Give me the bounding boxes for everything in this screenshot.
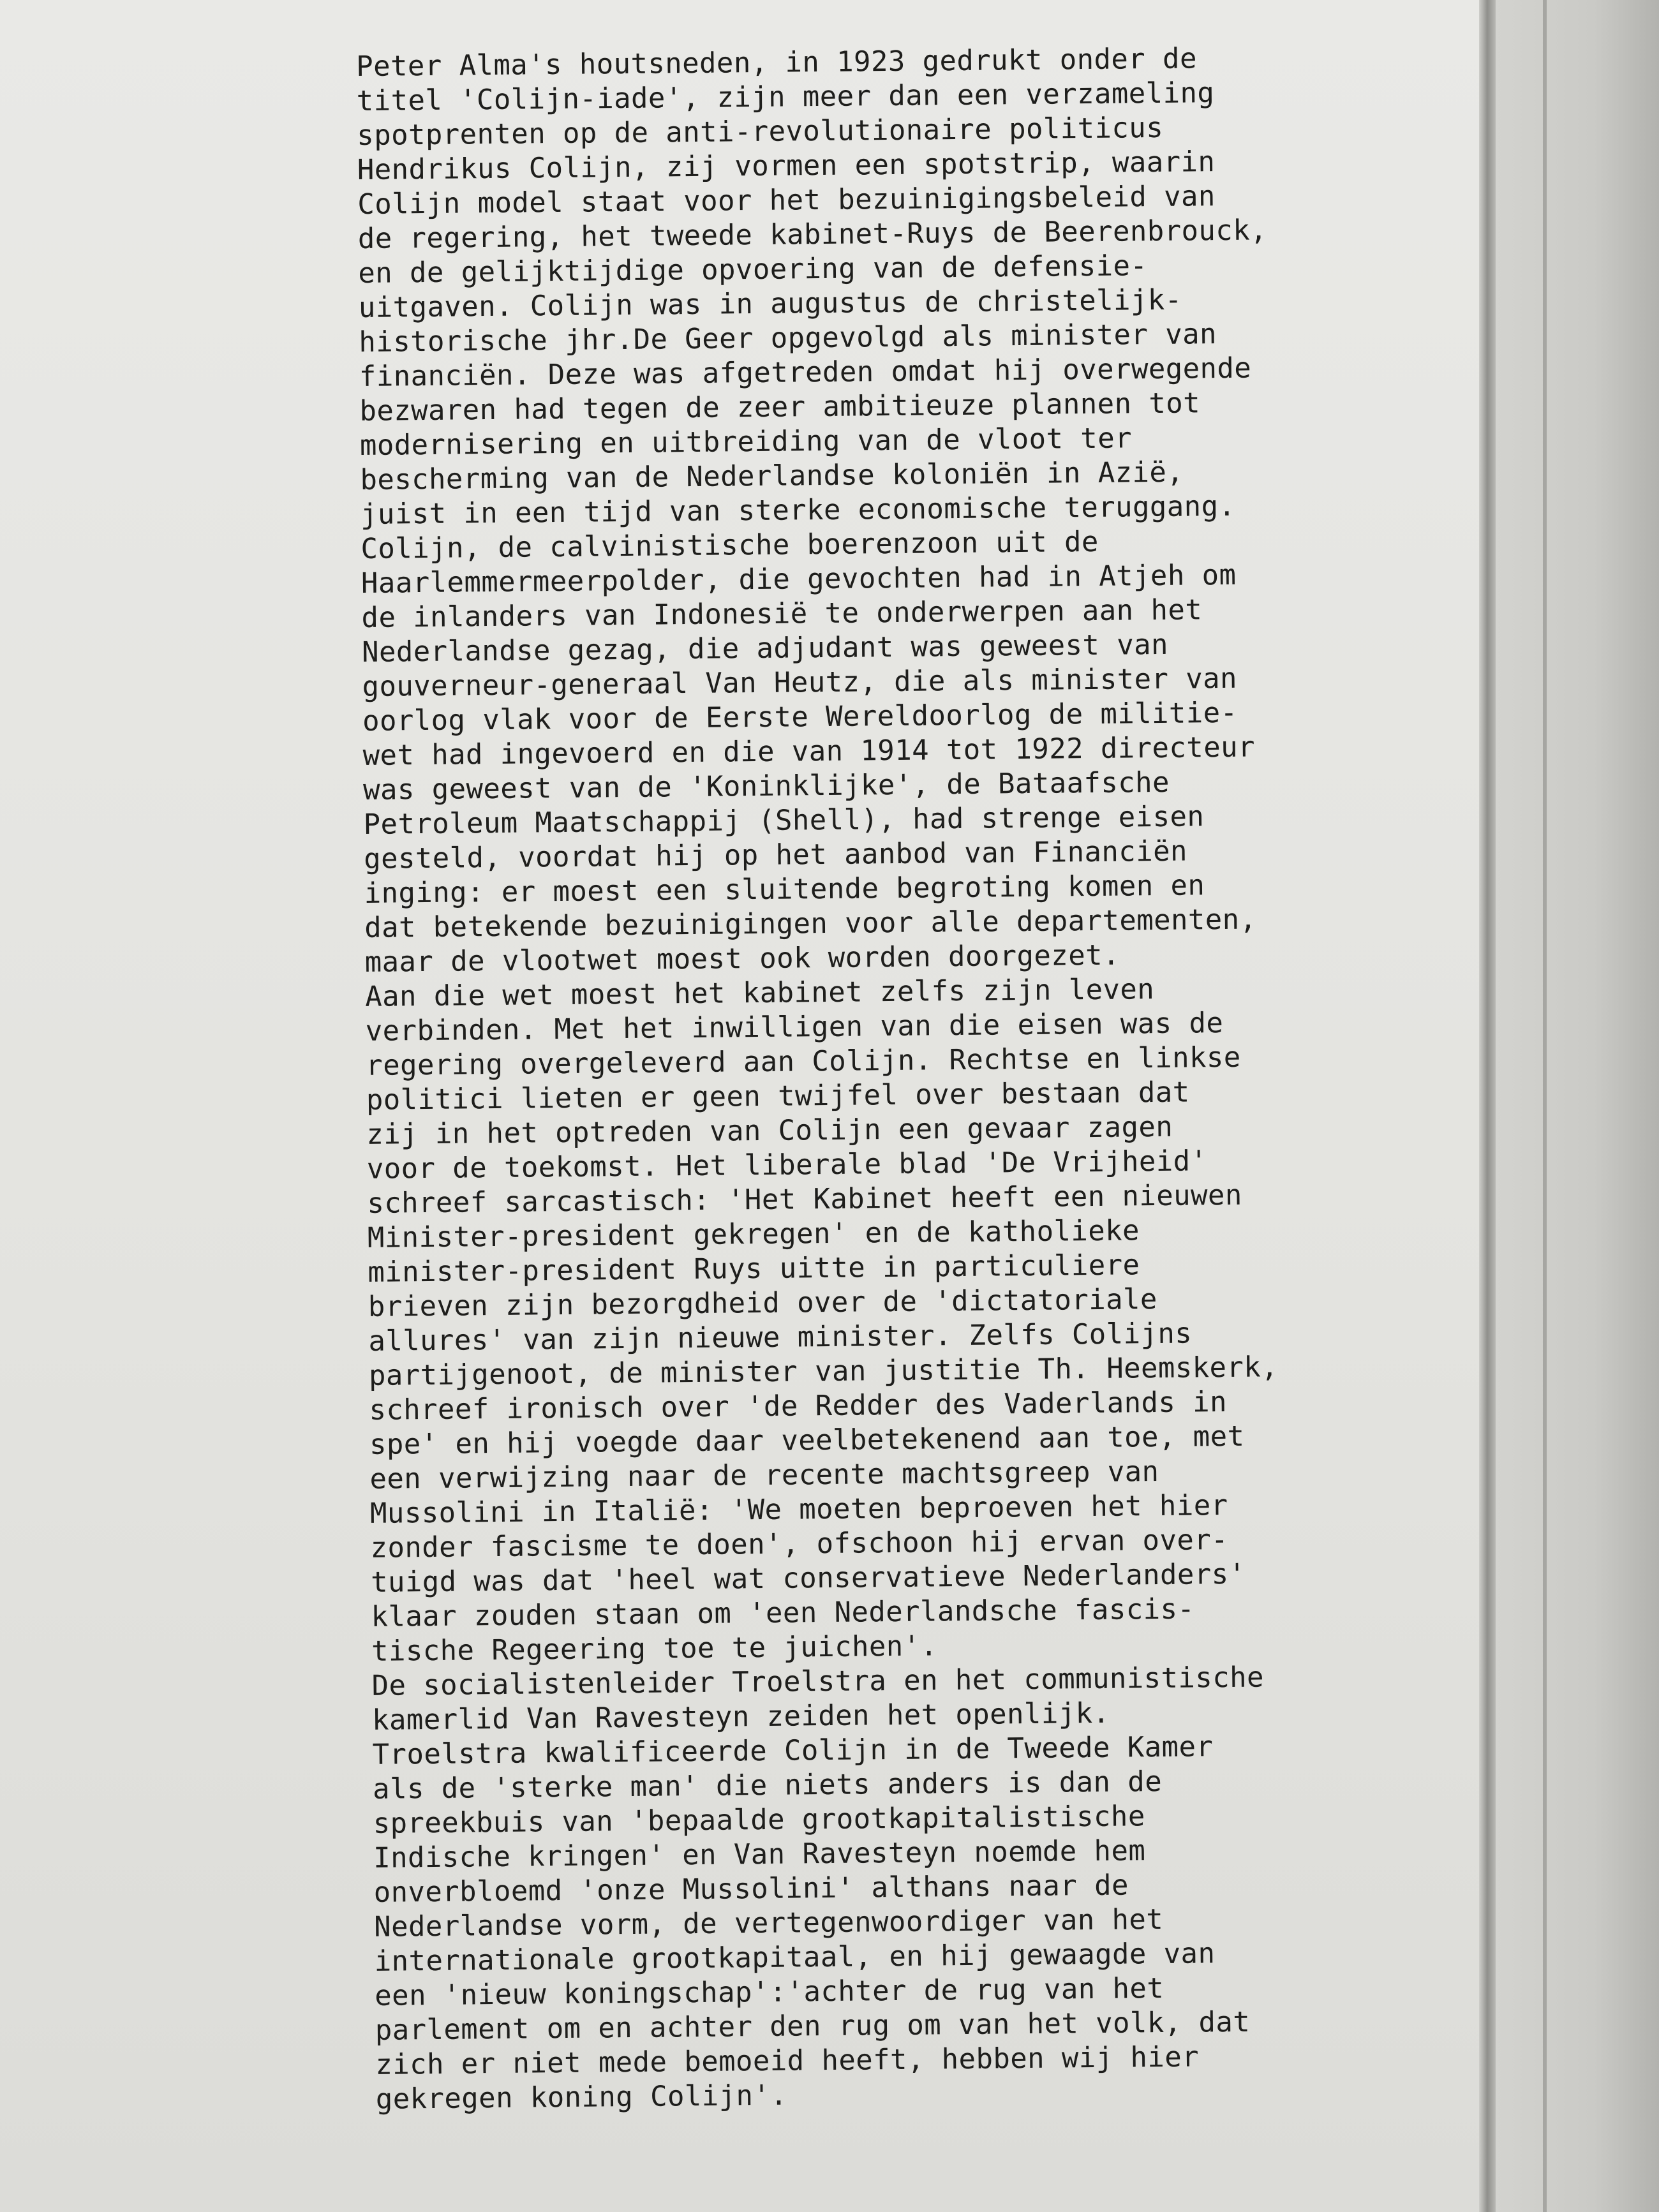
text-line: als de 'sterke man' die niets anders is dan de (372, 1765, 1163, 1806)
text-line: Peter Alma's houtsneden, in 1923 gedrukt onder de (356, 42, 1198, 83)
text-line: bezwaren had tegen de zeer ambitieuze plannen tot (359, 387, 1201, 427)
text-line: financiën. Deze was afgetreden omdat hij overwegende (359, 352, 1252, 393)
text-line: gesteld, voordat hij op het aanbod van Financiën (363, 835, 1188, 875)
text-line: uitgaven. Colijn was in augustus de christelijk- (358, 283, 1182, 324)
text-line: tuigd was dat 'heel wat conservatieve Nederlanders' (370, 1557, 1246, 1599)
text-line: Petroleum Maatschappij (Shell), had strenge eisen (363, 800, 1205, 841)
text-line: modernisering en uitbreiding van de vloot ter (359, 422, 1133, 462)
text-line: internationale grootkapitaal, en hij gewaagde van (374, 1937, 1216, 1978)
text-line: Haarlemmermeerpolder, die gevochten had in Atjeh om (361, 558, 1237, 600)
text-line: gouverneur-generaal Van Heutz, die als minister van (362, 662, 1238, 703)
text-line: tische Regeering toe te juichen'. (371, 1629, 938, 1668)
text-line: titel 'Colijn-iade', zijn meer dan een verzameling (356, 77, 1215, 117)
text-line: dat betekende bezuinigingen voor alle departementen, (364, 903, 1257, 944)
text-line: Colijn, de calvinistische boerenzoon uit de (361, 525, 1099, 565)
text-line: spotprenten op de anti-revolutionaire politicus (357, 111, 1164, 152)
text-line: inging: er moest een sluitende begroting komen en (364, 869, 1205, 910)
text-line: regering overgeleverd aan Colijn. Rechtse en linkse (366, 1041, 1241, 1082)
text-line: en de gelijktijdige opvoering van de defensie- (358, 249, 1148, 290)
text-line: een verwijzing naar de recente machtsgreep van (369, 1455, 1159, 1496)
underlying-page-edge (1543, 0, 1547, 2212)
text-line: allures' van zijn nieuwe minister. Zelfs Colijns (368, 1317, 1193, 1358)
text-line: Colijn model staat voor het bezuinigingsbeleid van (357, 180, 1216, 221)
text-line: kamerlid Van Ravesteyn zeiden het openlijk. (371, 1696, 1110, 1737)
text-line: gekregen koning Colijn'. (375, 2079, 788, 2116)
text-line: juist in een tijd van sterke economische teruggang. (360, 489, 1236, 531)
text-line: wet had ingevoerd en die van 1914 tot 1922 directeur (362, 731, 1256, 772)
text-line: onverbloemd 'onze Mussolini' althans naar de (373, 1869, 1129, 1909)
text-line: verbinden. Met het inwilligen van die eisen was de (365, 1007, 1224, 1048)
text-line: historische jhr.De Geer opgevolgd als minister van (359, 318, 1217, 359)
text-line: Aan die wet moest het kabinet zelfs zijn leven (365, 973, 1155, 1013)
text-line: parlement om en achter den rug om van het volk, dat (375, 2005, 1251, 2047)
text-line: de inlanders van Indonesië te onderwerpen aan het (361, 593, 1203, 634)
text-line: spe' en hij voegde daar veelbetekenend aan toe, met (369, 1420, 1245, 1461)
text-line: maar de vlootwet moest ook worden doorgezet. (364, 939, 1120, 979)
text-line: Nederlandse gezag, die adjudant was geweest van (361, 628, 1169, 669)
text-line: was geweest van de 'Koninklijke', de Bataafsche (362, 766, 1170, 806)
text-line: Troelstra kwalificeerde Colijn in de Tweede Kamer (372, 1730, 1214, 1771)
underlying-page (1496, 0, 1659, 2212)
text-line: De socialistenleider Troelstra en het communistische (371, 1661, 1265, 1702)
text-line: Nederlandse vorm, de vertegenwoordiger van het (374, 1903, 1164, 1943)
page-edge-shadow (1479, 0, 1496, 2212)
text-line: klaar zouden staan om 'een Nederlandsche fascis- (371, 1592, 1195, 1633)
text-line: zonder fascisme te doen', ofschoon hij ervan over- (370, 1523, 1229, 1564)
text-line: voor de toekomst. Het liberale blad 'De Vrijheid' (366, 1145, 1208, 1185)
text-line: zij in het optreden van Colijn een gevaar zagen (366, 1110, 1173, 1151)
text-line: oorlog vlak voor de Eerste Wereldoorlog de militie- (362, 696, 1238, 738)
text-line: Mussolini in Italië: 'We moeten beproeven het hier (369, 1488, 1228, 1530)
text-line: brieven zijn bezorgdheid over de 'dictatoriale (368, 1283, 1158, 1323)
text-line: de regering, het tweede kabinet-Ruys de Beerenbrouck, (357, 214, 1268, 255)
text-line: bescherming van de Nederlandse koloniën in Azië, (360, 456, 1184, 496)
text-line: Indische kringen' en Van Ravesteyn noemde hem (373, 1834, 1146, 1874)
text-line: spreekbuis van 'bepaalde grootkapitalistische (373, 1800, 1145, 1840)
text-line: Minister-president gekregen' en de katholieke (367, 1214, 1140, 1254)
text-line: zich er niet mede bemoeid heeft, hebben wij hier (375, 2040, 1200, 2081)
text-line: minister-president Ruys uitte in particuliere (368, 1249, 1140, 1289)
text-line: Hendrikus Colijn, zij vormen een spotstrip, waarin (357, 145, 1216, 186)
text-line: een 'nieuw koningschap':'achter de rug van het (375, 1971, 1164, 2012)
text-line: schreef ironisch over 'de Redder des Vaderlands in (369, 1385, 1228, 1427)
text-line: schreef sarcastisch: 'Het Kabinet heeft een nieuwen (367, 1178, 1242, 1220)
text-line: politici lieten er geen twijfel over bestaan dat (366, 1076, 1190, 1117)
typewritten-text-block (356, 40, 1384, 2117)
text-line: partijgenoot, de minister van justitie Th. Heemskerk, (368, 1351, 1279, 1392)
